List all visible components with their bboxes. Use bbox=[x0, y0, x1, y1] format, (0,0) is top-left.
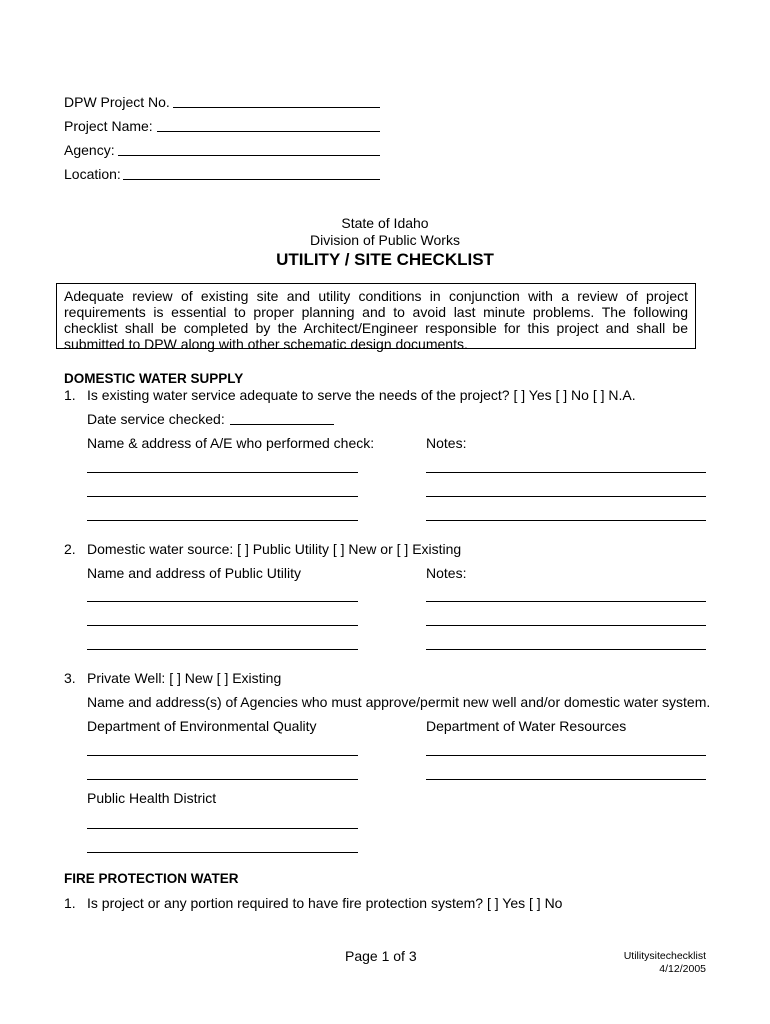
agencies-label: Name and address(s) of Agencies who must approve/permit new well and/or domestic water system. bbox=[87, 694, 711, 710]
utility-line[interactable] bbox=[87, 625, 358, 626]
fire-q1-number: 1. bbox=[64, 895, 76, 911]
deq-line[interactable] bbox=[87, 779, 358, 780]
q2-notes-line[interactable] bbox=[426, 601, 706, 602]
q1-question: Is existing water service adequate to serve the needs of the project? [ ] Yes [ ] No [ ] N.A. bbox=[87, 387, 636, 403]
doc-date: 4/12/2005 bbox=[659, 963, 706, 975]
dwr-label: Department of Water Resources bbox=[426, 718, 627, 734]
phd-label: Public Health District bbox=[87, 790, 217, 806]
utility-label: Name and address of Public Utility bbox=[87, 565, 301, 581]
dwr-line[interactable] bbox=[426, 755, 706, 756]
ae-line[interactable] bbox=[87, 472, 358, 473]
ae-label: Name & address of A/E who performed check: bbox=[87, 435, 375, 451]
q2-number: 2. bbox=[64, 541, 76, 557]
page-title: UTILITY / SITE CHECKLIST bbox=[276, 250, 494, 269]
date-checked-label: Date service checked: bbox=[87, 411, 225, 427]
doc-name: Utilitysitechecklist bbox=[623, 950, 706, 962]
deq-line[interactable] bbox=[87, 755, 358, 756]
state-name: State of Idaho bbox=[341, 215, 429, 231]
agency-field[interactable] bbox=[118, 155, 380, 156]
q2-notes-label: Notes: bbox=[426, 565, 467, 581]
project-name-field[interactable] bbox=[157, 131, 380, 132]
q1-notes-line[interactable] bbox=[426, 496, 706, 497]
page-number: Page 1 of 3 bbox=[345, 948, 417, 964]
phd-line[interactable] bbox=[87, 828, 358, 829]
q2-notes-line[interactable] bbox=[426, 625, 706, 626]
q1-number: 1. bbox=[64, 387, 76, 403]
location-field[interactable] bbox=[123, 179, 380, 180]
intro-box: Adequate review of existing site and utility conditions in conjunction with a review of project requirements is essential to proper planning and to avoid last minute problems. The following checklist shall be completed by the Architect/Engineer responsible for this project and shall be submitted to DPW along with other schematic design documents. bbox=[56, 283, 696, 349]
q1-notes-label: Notes: bbox=[426, 435, 467, 451]
dwr-line[interactable] bbox=[426, 779, 706, 780]
project-name-label: Project Name: bbox=[64, 118, 153, 134]
q1-notes-line[interactable] bbox=[426, 472, 706, 473]
fire-q1-question: Is project or any portion required to have fire protection system? [ ] Yes [ ] No bbox=[87, 895, 563, 911]
agency-label: Agency: bbox=[64, 142, 115, 158]
ae-line[interactable] bbox=[87, 520, 358, 521]
utility-line[interactable] bbox=[87, 649, 358, 650]
deq-label: Department of Environmental Quality bbox=[87, 718, 317, 734]
phd-line[interactable] bbox=[87, 852, 358, 853]
division-name: Division of Public Works bbox=[310, 232, 460, 248]
project-no-label: DPW Project No. bbox=[64, 94, 170, 110]
q2-question: Domestic water source: [ ] Public Utility [ ] New or [ ] Existing bbox=[87, 541, 462, 557]
utility-line[interactable] bbox=[87, 601, 358, 602]
q2-notes-line[interactable] bbox=[426, 649, 706, 650]
fire-protection-heading: FIRE PROTECTION WATER bbox=[64, 871, 239, 886]
location-label: Location: bbox=[64, 166, 121, 182]
project-no-field[interactable] bbox=[173, 107, 380, 108]
q3-question: Private Well: [ ] New [ ] Existing bbox=[87, 670, 282, 686]
ae-line[interactable] bbox=[87, 496, 358, 497]
q3-number: 3. bbox=[64, 670, 76, 686]
domestic-water-heading: DOMESTIC WATER SUPPLY bbox=[64, 371, 244, 386]
q1-notes-line[interactable] bbox=[426, 520, 706, 521]
date-checked-field[interactable] bbox=[230, 424, 334, 425]
